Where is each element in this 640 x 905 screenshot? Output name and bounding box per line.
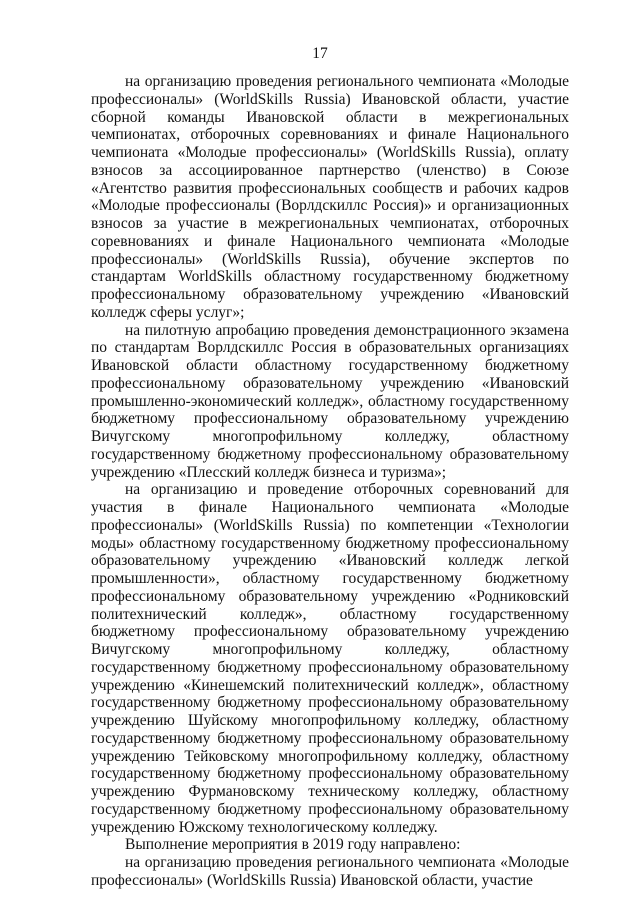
paragraph-2019-regional-championship: на организацию проведения регионального чемпионата «Молодые профессионалы» (WorldSkills Russia) Ивановской области, участие (91, 854, 569, 889)
paragraph-demo-exam-pilot: на пилотную апробацию проведения демонстрационного экзамена по стандартам Ворлдскиллс Россия в образовательных организациях Ивановской области областному государственному бюджетному профессиональному образовательному учреждению «Ивановский промышленно-экономический колледж», областному государственному бюджетному профессиональному образовательному учреждению Вичугскому многопрофильному колледжу, областному государственному бюджетному профессиональному образовательному учреждению «Плесский колледж бизнеса и туризма»; (91, 321, 569, 481)
page-number: 17 (312, 45, 328, 62)
paragraph-worldskills-regional-championship: на организацию проведения регионального чемпионата «Молодые профессионалы» (WorldSkills Russia) Ивановской области, участие сборной команды Ивановской области в межрегиональных чемпионатах, отборочных соревнованиях и финале Национального чемпионата «Молодые профессионалы» (WorldSkills Russia), оплату взносов за ассоциированное партнерство (членство) в Союзе «Агентство развития профессиональных сообществ и рабочих кадров «Молодые профессионалы (Ворлдскиллс Россия)» и организационных взносов за участие в межрегиональных чемпионатах, отборочных соревнованиях и финале Национального чемпионата «Молодые профессионалы» (WorldSkills Russia), обучение экспертов по стандартам WorldSkills областному государственному бюджетному профессиональному образовательному учреждению «Ивановский колледж сферы услуг»; (91, 73, 569, 321)
paragraph-2019-heading: Выполнение мероприятия в 2019 году направлено: (125, 836, 461, 854)
body-text (91, 73, 569, 890)
paragraph-qualifying-competitions: на организацию и проведение отборочных соревнований для участия в финале Национального чемпионата «Молодые профессионалы» (WorldSkills Russia) по компетенции «Технологии моды» областному государственному бюджетному профессиональному образовательному учреждению «Ивановский колледж легкой промышленности», областному государственному бюджетному профессиональному образовательному учреждению «Родниковский политехнический колледж», областному государственному бюджетному профессиональному образовательному учреждению Вичугскому многопрофильному колледжу, областному государственному бюджетному профессиональному образовательному учреждению «Кинешемский политехнический колледж», областному государственному бюджетному профессиональному образовательному учреждению Шуйскому многопрофильному колледжу, областному государственному бюджетному профессиональному образовательному учреждению Тейковскому многопрофильному колледжу, областному государственному бюджетному профессиональному образовательному учреждению Фурмановскому техническому колледжу, областному государственному бюджетному профессиональному образовательному учреждению Южскому технологическому колледжу. (91, 481, 569, 836)
